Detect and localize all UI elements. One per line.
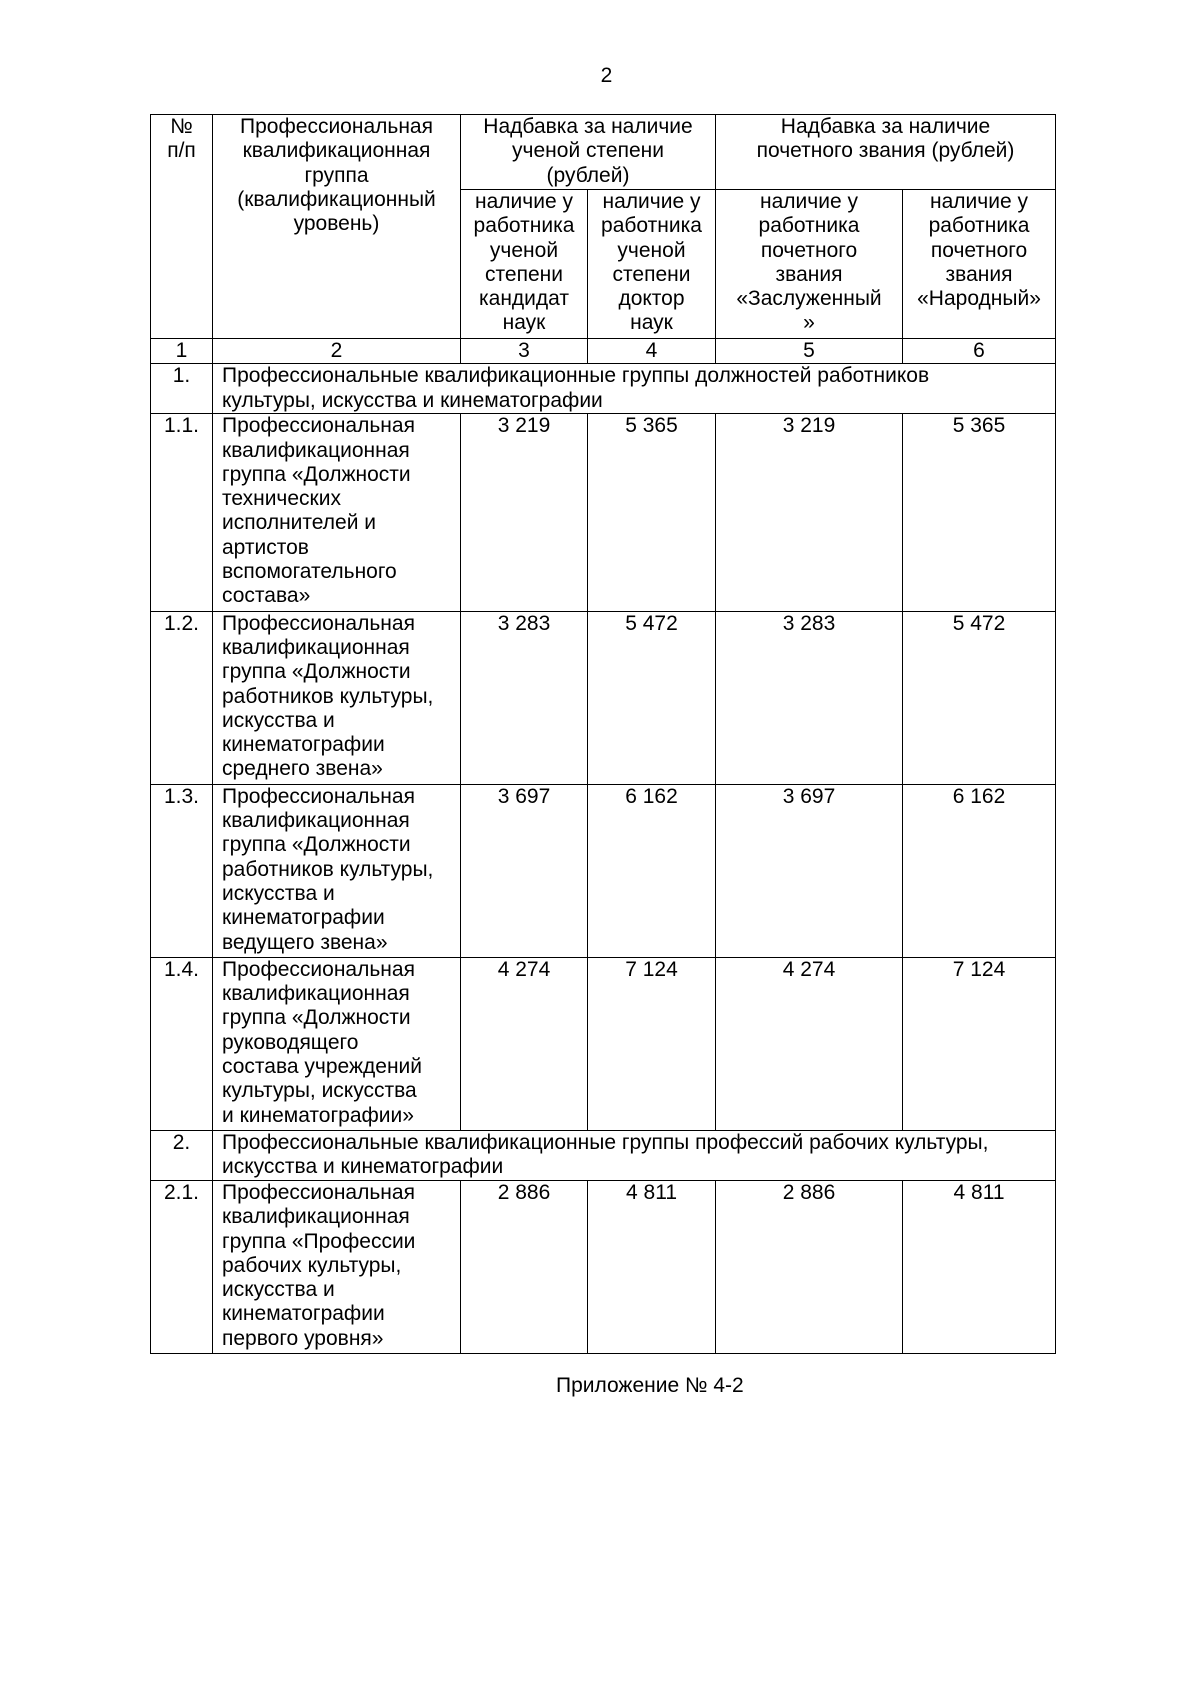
column-number-cell: 2 (213, 339, 461, 364)
section-row (151, 1130, 1056, 1180)
row-value: 6 162 (903, 784, 1056, 957)
row-value: 5 472 (588, 611, 716, 784)
row-value: 5 365 (903, 414, 1056, 611)
header-degree-cell: Надбавка за наличие ученой степени (рублей) (461, 115, 716, 190)
row-value: 6 162 (588, 784, 716, 957)
row-value: 3 219 (461, 414, 588, 611)
table-body (151, 115, 1056, 1354)
table-row (151, 611, 1056, 784)
column-number-cell: 6 (903, 339, 1056, 364)
row-value: 3 219 (716, 414, 903, 611)
row-number: 1.2. (151, 611, 213, 784)
row-number: 1.4. (151, 957, 213, 1130)
row-value: 2 886 (716, 1180, 903, 1353)
subheader-candidate-cell: наличие у работника ученой степени кандидат наук (461, 190, 588, 339)
row-value: 5 472 (903, 611, 1056, 784)
section-title: Профессиональные квалификационные группы профессий рабочих культуры, искусства и кинематографии (213, 1130, 1056, 1180)
row-group-name: Профессиональная квалификационная группа «Должности технических исполнителей и артистов вспомогательного состава» (213, 414, 461, 611)
table-row (151, 414, 1056, 611)
row-value: 3 283 (461, 611, 588, 784)
row-group-name: Профессиональная квалификационная группа «Должности работников культуры, искусства и кинематографии среднего звена» (213, 611, 461, 784)
subheader-honored-cell: наличие у работника почетного звания «Заслуженный » (716, 190, 903, 339)
appendix-label: Приложение № 4-2 (556, 1374, 744, 1397)
column-number-row (151, 339, 1056, 364)
section-number: 1. (151, 364, 213, 414)
row-value: 4 274 (716, 957, 903, 1130)
section-number: 2. (151, 1130, 213, 1180)
row-value: 3 697 (716, 784, 903, 957)
row-value: 4 811 (588, 1180, 716, 1353)
row-group-name: Профессиональная квалификационная группа «Должности работников культуры, искусства и кинематографии ведущего звена» (213, 784, 461, 957)
column-number-cell: 3 (461, 339, 588, 364)
header-title-cell: Надбавка за наличие почетного звания (рублей) (716, 115, 1056, 190)
row-number: 2.1. (151, 1180, 213, 1353)
row-group-name: Профессиональная квалификационная группа «Профессии рабочих культуры, искусства и кинематографии первого уровня» (213, 1180, 461, 1353)
page-number: 2 (600, 64, 613, 87)
section-row (151, 364, 1056, 414)
header-row (151, 115, 1056, 190)
column-number-cell: 5 (716, 339, 903, 364)
allowance-table (150, 114, 1056, 1354)
row-value: 2 886 (461, 1180, 588, 1353)
header-number-cell: № п/п (151, 115, 213, 339)
row-value: 4 811 (903, 1180, 1056, 1353)
table-row (151, 784, 1056, 957)
column-number-cell: 4 (588, 339, 716, 364)
row-value: 7 124 (588, 957, 716, 1130)
row-group-name: Профессиональная квалификационная группа «Должности руководящего состава учреждений культуры, искусства и кинематографии» (213, 957, 461, 1130)
column-number-cell: 1 (151, 339, 213, 364)
row-value: 4 274 (461, 957, 588, 1130)
row-value: 7 124 (903, 957, 1056, 1130)
table-row (151, 957, 1056, 1130)
row-number: 1.1. (151, 414, 213, 611)
subheader-doctor-cell: наличие у работника ученой степени доктор наук (588, 190, 716, 339)
row-number: 1.3. (151, 784, 213, 957)
row-value: 3 697 (461, 784, 588, 957)
table-row (151, 1180, 1056, 1353)
row-value: 3 283 (716, 611, 903, 784)
header-group-cell: Профессиональная квалификационная группа (квалификационный уровень) (213, 115, 461, 339)
section-title: Профессиональные квалификационные группы должностей работников культуры, искусства и кинематографии (213, 364, 1056, 414)
row-value: 5 365 (588, 414, 716, 611)
subheader-people-cell: наличие у работника почетного звания «Народный» (903, 190, 1056, 339)
